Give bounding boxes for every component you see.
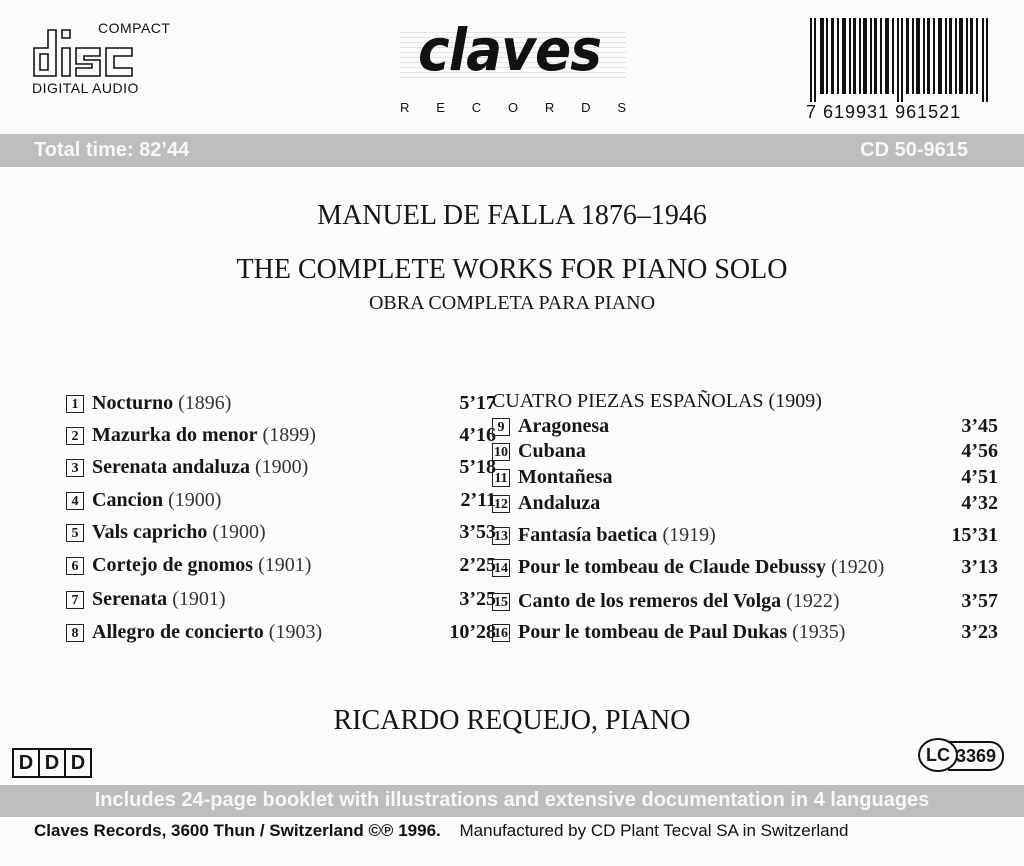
composer-heading: MANUEL DE FALLA 1876–1946: [317, 200, 707, 231]
track-year: (1899): [262, 424, 316, 446]
track-number: 16: [494, 626, 508, 641]
barcode-number: 7 619931 961521: [806, 102, 962, 122]
track-row: [66, 489, 496, 515]
track-number: 10: [494, 445, 508, 460]
top-info-band: [0, 134, 1024, 167]
track-year: (1920): [831, 556, 885, 578]
cd-logo-digital-audio-text: DIGITAL AUDIO: [32, 80, 139, 96]
publisher-line: Claves Records, 3600 Thun / Switzerland ©℗ 1996.: [34, 821, 441, 840]
bottom-info-band: [0, 785, 1024, 817]
track-year: (1900): [168, 489, 222, 511]
records-lettering: R E C O R D S: [400, 100, 626, 115]
track-number: 11: [492, 469, 510, 487]
track-year: (1901): [258, 554, 312, 576]
track-number: 5: [66, 524, 84, 542]
track-number: 2: [66, 427, 84, 445]
track-number: 3: [66, 459, 84, 477]
track-title: Mazurka do menor: [92, 424, 258, 446]
ddd-letter: D: [64, 748, 92, 778]
track-duration: 4’51: [961, 466, 998, 488]
label-name: claves: [418, 16, 602, 84]
performer-credit: RICARDO REQUEJO, PIANO: [333, 705, 691, 736]
track-title: Cubana: [518, 440, 586, 462]
track-title: Serenata andaluza: [92, 456, 250, 478]
track-year: (1903): [268, 621, 323, 643]
manufacturer-line: Manufactured by CD Plant Tecval SA in Switzerland: [459, 821, 849, 840]
label-code-badge: [918, 738, 1008, 772]
track-title: Andaluza: [518, 492, 601, 514]
track-year: (1896): [178, 392, 232, 414]
track-row: [492, 621, 998, 647]
track-duration: 3’25: [459, 588, 496, 610]
group-title: CUATRO PIEZAS ESPAÑOLAS (1909): [492, 390, 822, 412]
track-year: (1935): [792, 621, 846, 643]
track-duration: 3’53: [459, 521, 496, 543]
footer: [34, 821, 1014, 841]
track-row: [66, 392, 496, 418]
track-title: Nocturno: [92, 392, 174, 414]
track-duration: 15’31: [951, 524, 998, 546]
track-row: [492, 524, 998, 550]
lc-number: 3369: [948, 741, 1004, 771]
track-row: [492, 440, 998, 466]
track-duration: 4’56: [961, 440, 998, 462]
track-row: [66, 521, 496, 547]
album-subtitle: OBRA COMPLETA PARA PIANO: [368, 292, 656, 314]
track-year: (1900): [212, 521, 266, 543]
cd-logo-compact-text: COMPACT: [98, 20, 171, 36]
track-title: Fantasía baetica: [518, 524, 658, 546]
track-duration: 4’16: [459, 424, 496, 446]
track-row: [66, 424, 496, 450]
track-year: (1922): [786, 590, 840, 612]
album-title: THE COMPLETE WORKS FOR PIANO SOLO: [236, 254, 788, 285]
track-row: [492, 492, 998, 518]
ddd-recording-code: [12, 748, 92, 778]
track-number: 1: [66, 395, 84, 413]
track-title: Pour le tombeau de Claude Debussy: [518, 556, 826, 578]
track-title: Canto de los remeros del Volga: [518, 590, 782, 612]
track-row: [66, 456, 496, 482]
track-row: [492, 590, 998, 616]
track-row: [492, 415, 998, 441]
barcode-bars-icon: [806, 18, 994, 102]
track-row: [66, 588, 496, 614]
compact-disc-logo: [30, 18, 170, 100]
ddd-letter: D: [12, 748, 40, 778]
track-duration: 5’18: [459, 456, 496, 478]
barcode: [806, 18, 994, 128]
track-duration: 3’57: [961, 590, 998, 612]
track-row: [492, 466, 998, 492]
track-number: 7: [66, 591, 84, 609]
track-number: 13: [494, 529, 508, 544]
lc-prefix: LC: [918, 738, 958, 772]
track-number: 15: [494, 595, 508, 610]
catalog-number: CD 50-9615: [860, 139, 968, 161]
track-title: Montañesa: [518, 466, 613, 488]
track-year: (1901): [172, 588, 226, 610]
track-title: Serenata: [92, 588, 168, 610]
track-number: 12: [494, 497, 508, 512]
track-duration: 3’45: [961, 415, 998, 437]
track-title: Aragonesa: [518, 415, 610, 437]
claves-records-logo: [400, 14, 626, 124]
track-number: 14: [494, 561, 508, 576]
track-duration: 3’23: [961, 621, 998, 643]
track-year: (1919): [662, 524, 716, 546]
track-year: (1900): [254, 456, 309, 478]
track-duration: 3’13: [961, 556, 998, 578]
track-number: 9: [492, 418, 510, 436]
track-row: [66, 621, 496, 647]
track-title: Allegro de concierto: [92, 621, 264, 643]
track-duration: 4’32: [961, 492, 998, 514]
track-title: Cortejo de gnomos: [92, 554, 254, 576]
track-row: [66, 554, 496, 580]
track-title: Vals capricho: [92, 521, 208, 543]
total-time: Total time: 82’44: [34, 139, 190, 161]
track-duration: 2’25: [459, 554, 496, 576]
track-duration: 2’11: [460, 489, 496, 511]
track-title: Pour le tombeau de Paul Dukas: [518, 621, 788, 643]
track-duration: 5’17: [459, 392, 496, 414]
track-number: 8: [66, 624, 84, 642]
track-number: 4: [66, 492, 84, 510]
track-duration: 10’28: [449, 621, 496, 643]
track-number: 6: [66, 557, 84, 575]
disc-wordmark-icon: [30, 28, 162, 80]
track-row: [492, 556, 998, 582]
booklet-note: Includes 24-page booklet with illustrations and extensive documentation in 4 languages: [94, 789, 930, 811]
track-title: Cancion: [92, 489, 164, 511]
ddd-letter: D: [38, 748, 66, 778]
